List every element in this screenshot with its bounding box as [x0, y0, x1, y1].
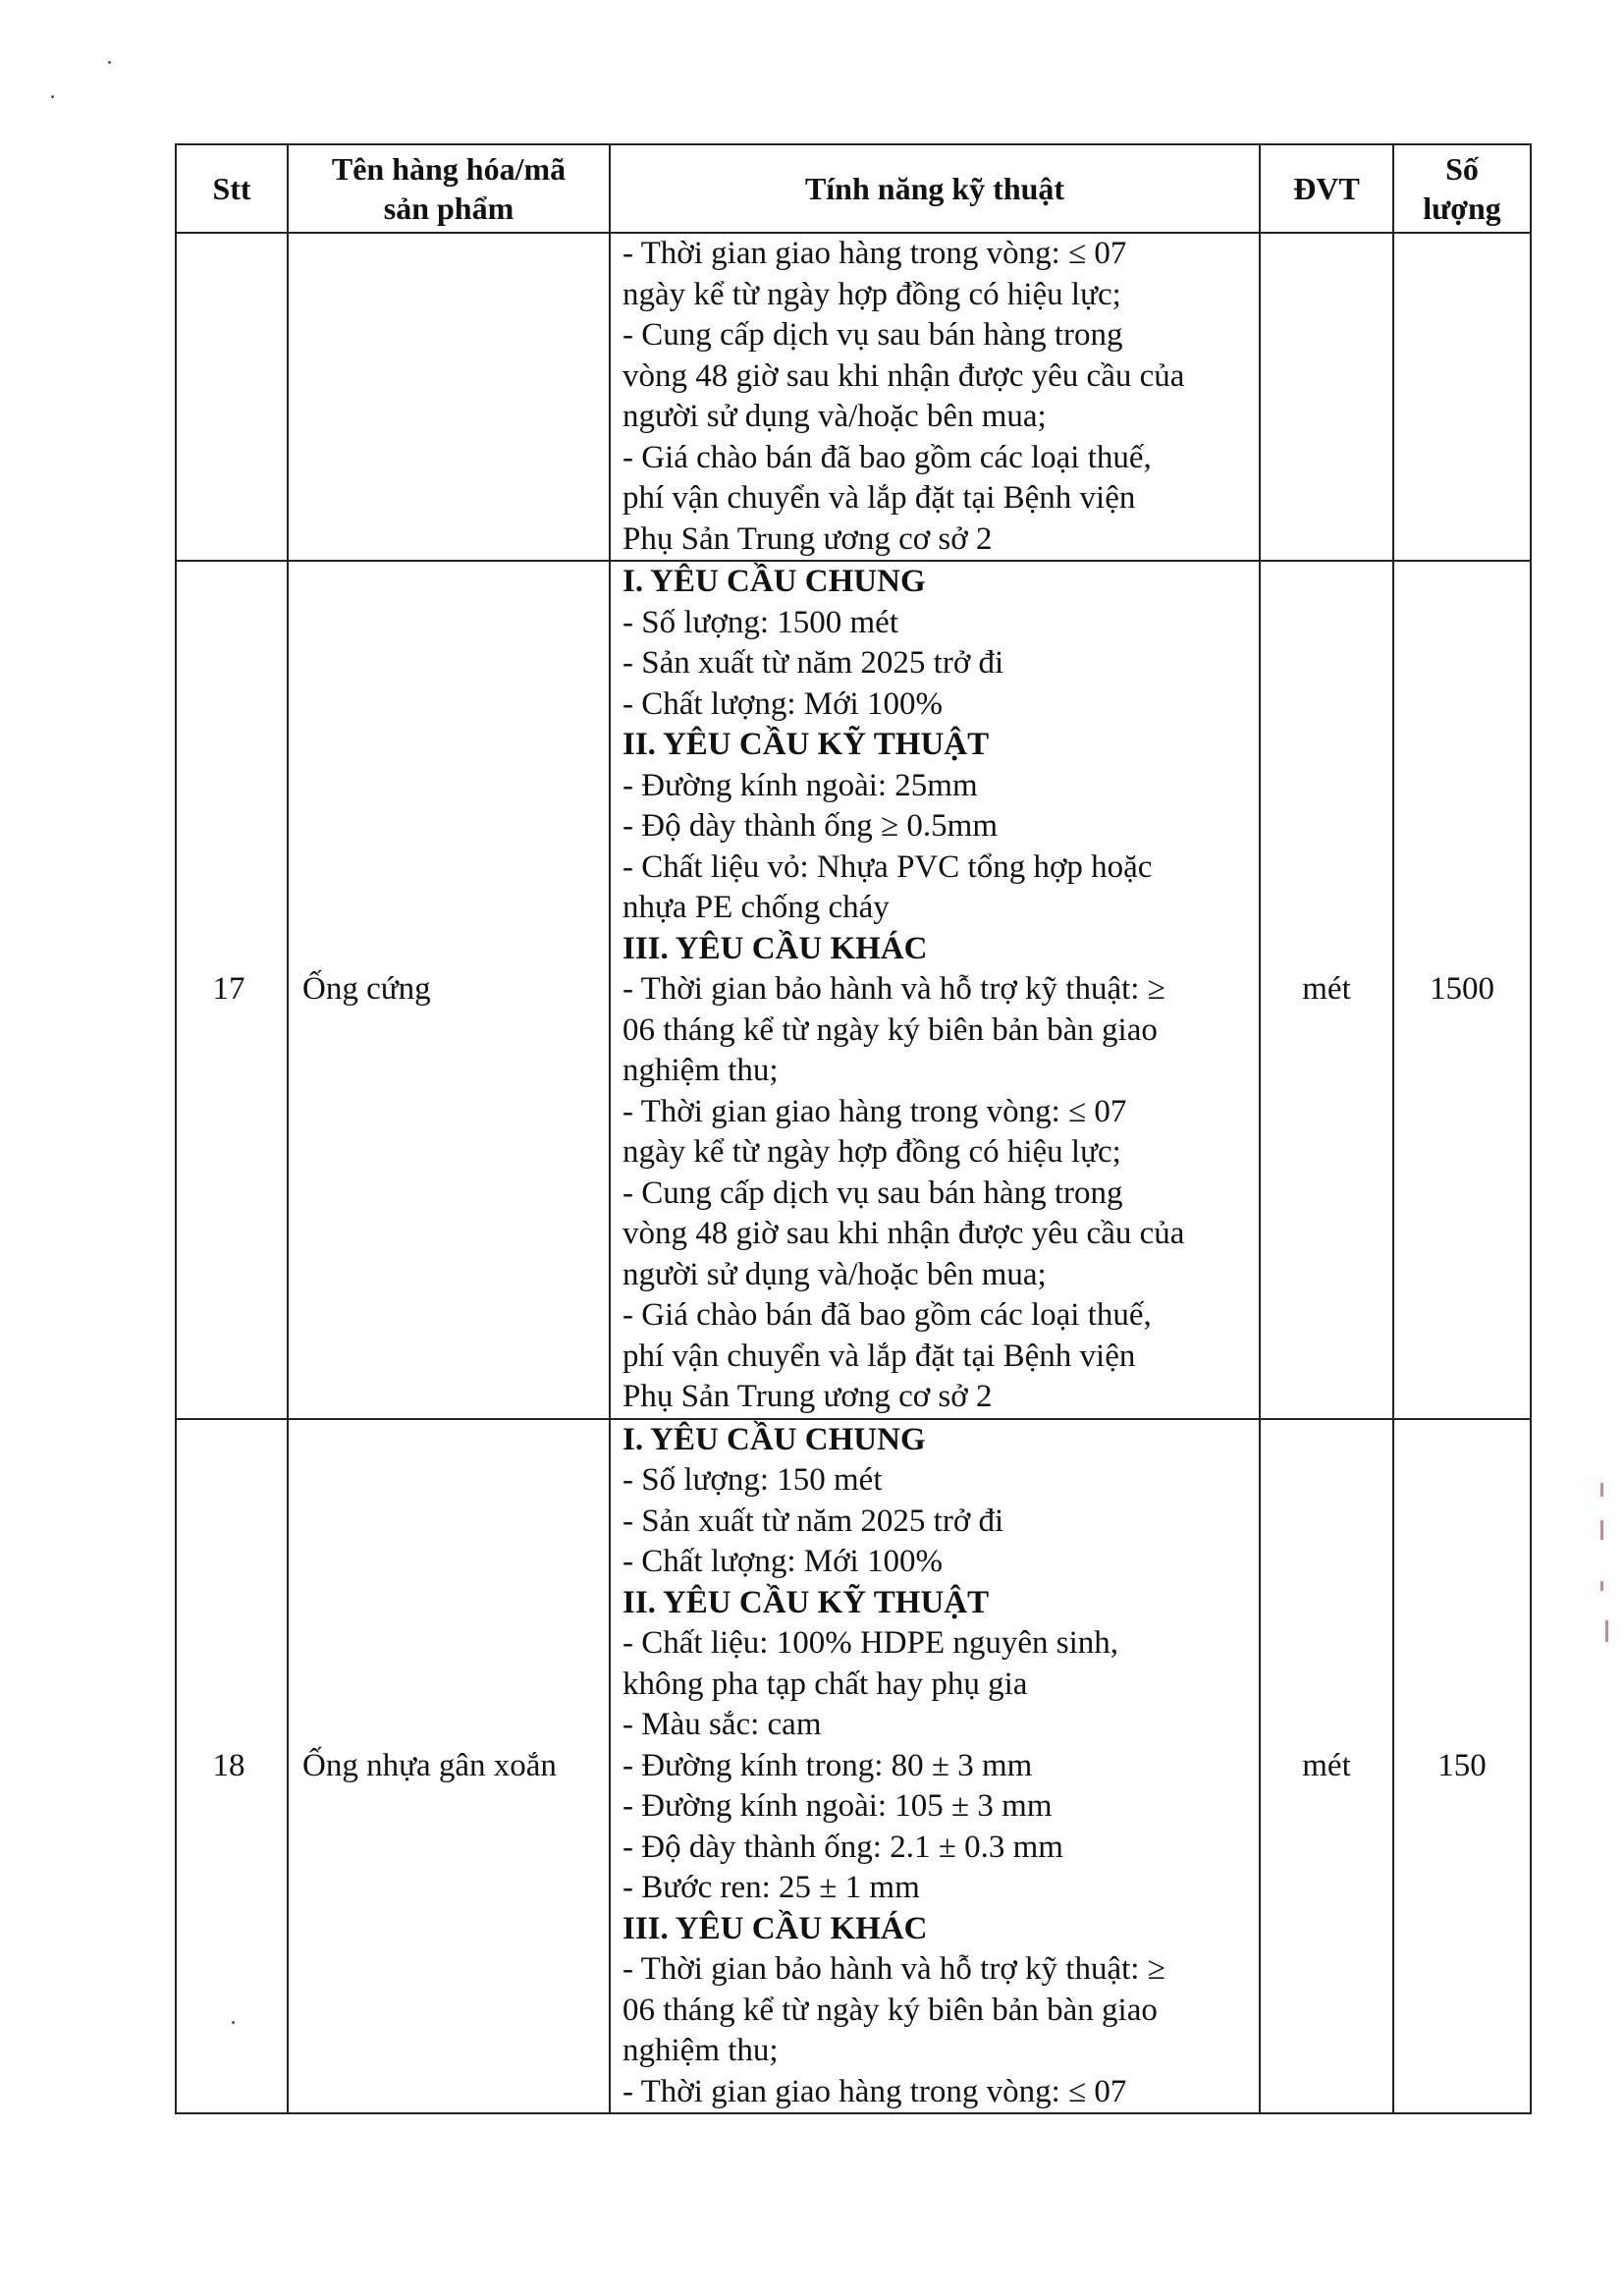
spec-section-heading: III. YÊU CẦU KHÁC — [623, 930, 928, 966]
row-product-name: Ống cứng — [288, 561, 610, 1419]
row-quantity — [1393, 233, 1531, 561]
row-quantity: 1500 — [1393, 561, 1531, 1419]
spec-line: - Thời gian giao hàng trong vòng: ≤ 07 — [623, 2073, 1127, 2109]
table-row — [176, 233, 1531, 561]
header-stt: Stt — [176, 144, 288, 233]
row-stt: 18 — [176, 1419, 288, 2114]
margin-stamp-marks — [1600, 1473, 1612, 1650]
spec-line: - Chất lượng: Mới 100% — [623, 685, 943, 722]
spec-line: phí vận chuyển và lắp đặt tại Bệnh viện — [623, 480, 1136, 516]
spec-line: nghiệm thu; — [623, 1053, 779, 1088]
table-row — [176, 561, 1531, 1419]
spec-line: - Đường kính ngoài: 105 ± 3 mm — [623, 1788, 1053, 1824]
spec-line: - Độ dày thành ống: 2.1 ± 0.3 mm — [623, 1829, 1063, 1865]
spec-line: - Thời gian bảo hành và hỗ trợ kỹ thuật: ≥ — [623, 971, 1165, 1007]
table-body — [176, 233, 1531, 2113]
row-technical-spec — [610, 561, 1260, 1419]
spec-line: - Sản xuất từ năm 2025 trở đi — [623, 645, 1004, 681]
spec-line: - Độ dày thành ống ≥ 0.5mm — [623, 808, 998, 844]
spec-line: - Đường kính ngoài: 25mm — [623, 767, 978, 803]
spec-line: - Chất liệu: 100% HDPE nguyên sinh, — [623, 1625, 1119, 1661]
spec-line: không pha tạp chất hay phụ gia — [623, 1666, 1028, 1702]
spec-line: - Giá chào bán đã bao gồm các loại thuế, — [623, 439, 1152, 475]
spec-line: ngày kể từ ngày hợp đồng có hiệu lực; — [623, 276, 1121, 312]
scan-speck — [51, 95, 54, 98]
spec-line: 06 tháng kể từ ngày ký biên bản bàn giao — [623, 1992, 1158, 2028]
row-product-name: Ống nhựa gân xoắn — [288, 1419, 610, 2114]
spec-line: phí vận chuyển và lắp đặt tại Bệnh viện — [623, 1338, 1136, 1374]
spec-line: người sử dụng và/hoặc bên mua; — [623, 399, 1047, 434]
spec-line: - Thời gian giao hàng trong vòng: ≤ 07 — [623, 236, 1127, 271]
specification-table — [175, 143, 1532, 2114]
header-technical-features: Tính năng kỹ thuật — [610, 144, 1260, 233]
spec-line: - Đường kính trong: 80 ± 3 mm — [623, 1747, 1033, 1783]
spec-line: - Sản xuất từ năm 2025 trở đi — [623, 1503, 1004, 1539]
row-unit: mét — [1260, 1419, 1393, 2114]
spec-line: - Màu sắc: cam — [623, 1707, 822, 1742]
spec-section-heading: I. YÊU CẦU CHUNG — [623, 1421, 926, 1457]
spec-section-heading: III. YÊU CẦU KHÁC — [623, 1910, 928, 1946]
row-quantity: 150 — [1393, 1419, 1531, 2114]
table-row — [176, 1419, 1531, 2114]
spec-line: - Chất lượng: Mới 100% — [623, 1544, 943, 1579]
header-quantity: Số lượng — [1393, 144, 1531, 233]
spec-line: vòng 48 giờ sau khi nhận được yêu cầu của — [623, 357, 1185, 394]
spec-line: - Thời gian giao hàng trong vòng: ≤ 07 — [623, 1093, 1127, 1129]
row-stt: 17 — [176, 561, 288, 1419]
spec-line: người sử dụng và/hoặc bên mua; — [623, 1256, 1047, 1292]
row-unit: mét — [1260, 561, 1393, 1419]
spec-line: - Giá chào bán đã bao gồm các loại thuế, — [623, 1297, 1152, 1333]
spec-line: Phụ Sản Trung ương cơ sở 2 — [623, 1379, 993, 1414]
header-product-name: Tên hàng hóa/mã sản phẩm — [288, 144, 610, 233]
header-row — [176, 144, 1531, 233]
spec-line: nghiệm thu; — [623, 2033, 779, 2068]
table-header — [176, 144, 1531, 233]
scan-speck — [108, 61, 111, 64]
spec-line: - Số lượng: 1500 mét — [623, 604, 898, 640]
spec-line: - Cung cấp dịch vụ sau bán hàng trong — [623, 1175, 1123, 1211]
spec-section-heading: I. YÊU CẦU CHUNG — [623, 564, 926, 599]
row-technical-spec — [610, 1419, 1260, 2114]
row-stt — [176, 233, 288, 561]
spec-line: vòng 48 giờ sau khi nhận được yêu cầu của — [623, 1216, 1185, 1251]
spec-line: nhựa PE chống cháy — [623, 890, 890, 925]
header-unit: ĐVT — [1260, 144, 1393, 233]
spec-line: - Số lượng: 150 mét — [623, 1462, 883, 1498]
spec-section-heading: II. YÊU CẦU KỸ THUẬT — [623, 1584, 990, 1620]
spec-line: 06 tháng kể từ ngày ký biên bản bàn giao — [623, 1011, 1158, 1048]
spec-line: Phụ Sản Trung ương cơ sở 2 — [623, 520, 993, 557]
spec-section-heading: II. YÊU CẦU KỸ THUẬT — [623, 727, 990, 762]
spec-line: - Bước ren: 25 ± 1 mm — [623, 1870, 920, 1905]
row-product-name — [288, 233, 610, 561]
spec-line: - Cung cấp dịch vụ sau bán hàng trong — [623, 317, 1123, 353]
spec-line: - Chất liệu vỏ: Nhựa PVC tổng hợp hoặc — [623, 848, 1153, 885]
row-unit — [1260, 233, 1393, 561]
spec-line: ngày kể từ ngày hợp đồng có hiệu lực; — [623, 1134, 1121, 1170]
spec-line: - Thời gian bảo hành và hỗ trợ kỹ thuật: ≥ — [623, 1951, 1165, 1987]
row-technical-spec — [610, 233, 1260, 561]
